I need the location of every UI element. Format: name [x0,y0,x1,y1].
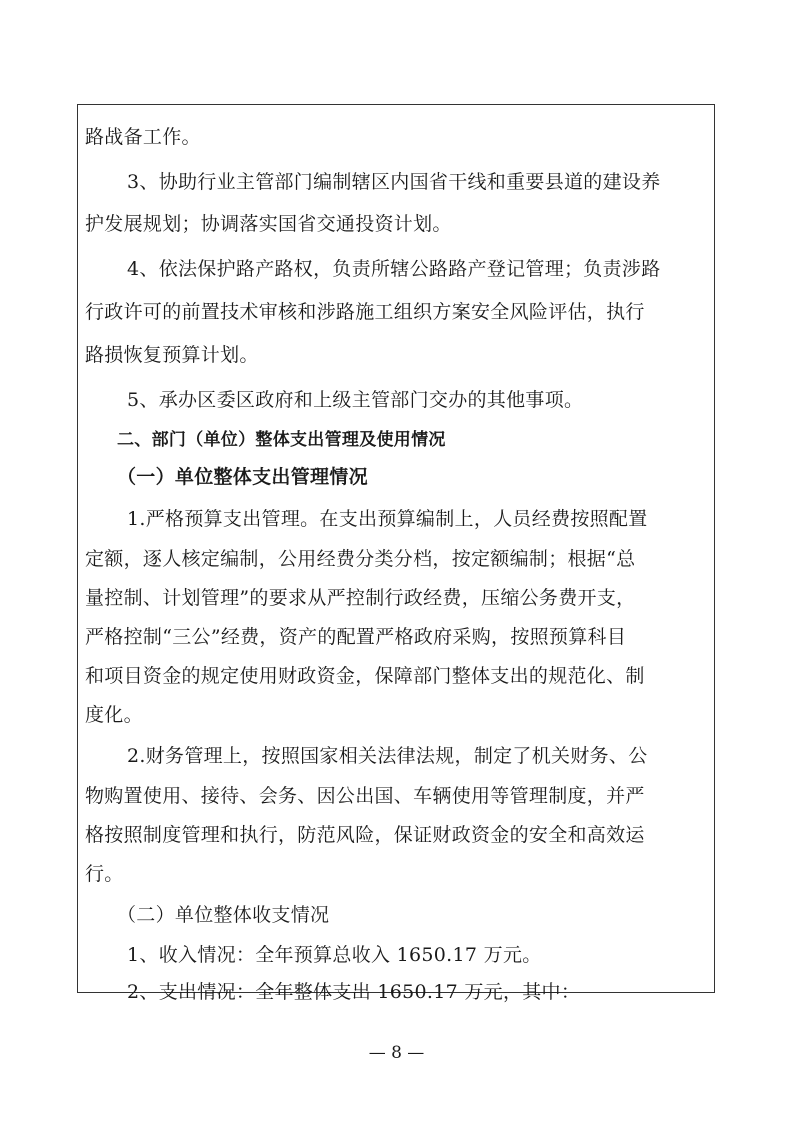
paragraph-line: 定额，逐人核定编制，公用经费分类分档，按定额编制；根据“总 [85,548,636,570]
paragraph-line: 3、协助行业主管部门编制辖区内国省干线和重要县道的建设养 [127,171,661,193]
paragraph-line: 2、支出情况：全年整体支出 1650.17 万元，其中： [127,981,581,1003]
paragraph-line: 1、收入情况：全年预算总收入 1650.17 万元。 [127,944,542,966]
paragraph-line: 护发展规划；协调落实国省交通投资计划。 [85,213,452,235]
paragraph-line: 度化。 [85,704,143,726]
paragraph-line: 物购置使用、接待、会务、因公出国、车辆使用等管理制度，并严 [85,785,645,807]
paragraph-line: 5、承办区委区政府和上级主管部门交办的其他事项。 [127,389,584,411]
paragraph-line: 量控制、计划管理”的要求从严控制行政经费，压缩公务费开支， [85,587,636,609]
paragraph-line: 1.严格预算支出管理。在支出预算编制上，人员经费按照配置 [127,508,648,530]
section-heading: 二、部门（单位）整体支出管理及使用情况 [117,430,446,450]
paragraph-line: 行政许可的前置技术审核和涉路施工组织方案安全风险评估，执行 [85,301,645,323]
paragraph-line: 4、依法保护路产路权，负责所辖公路路产登记管理；负责涉路 [127,258,661,280]
page-number: — 8 — [368,1043,425,1063]
paragraph-line: 严格控制“三公”经费，资产的配置严格政府采购，按照预算科目 [85,626,627,648]
subsection-heading: （一）单位整体支出管理情况 [117,466,368,488]
paragraph-line: 2.财务管理上，按照国家相关法律法规，制定了机关财务、公 [127,745,648,767]
paragraph-line: 和项目资金的规定使用财政资金，保障部门整体支出的规范化、制 [85,665,645,687]
paragraph-line: 路战备工作。 [85,126,201,148]
paragraph-line: 行。 [85,863,124,885]
paragraph-line: 格按照制度管理和执行，防范风险，保证财政资金的安全和高效运 [85,824,645,846]
paragraph-line: 路损恢复预算计划。 [85,344,259,366]
subsection-heading: （二）单位整体收支情况 [117,904,330,926]
